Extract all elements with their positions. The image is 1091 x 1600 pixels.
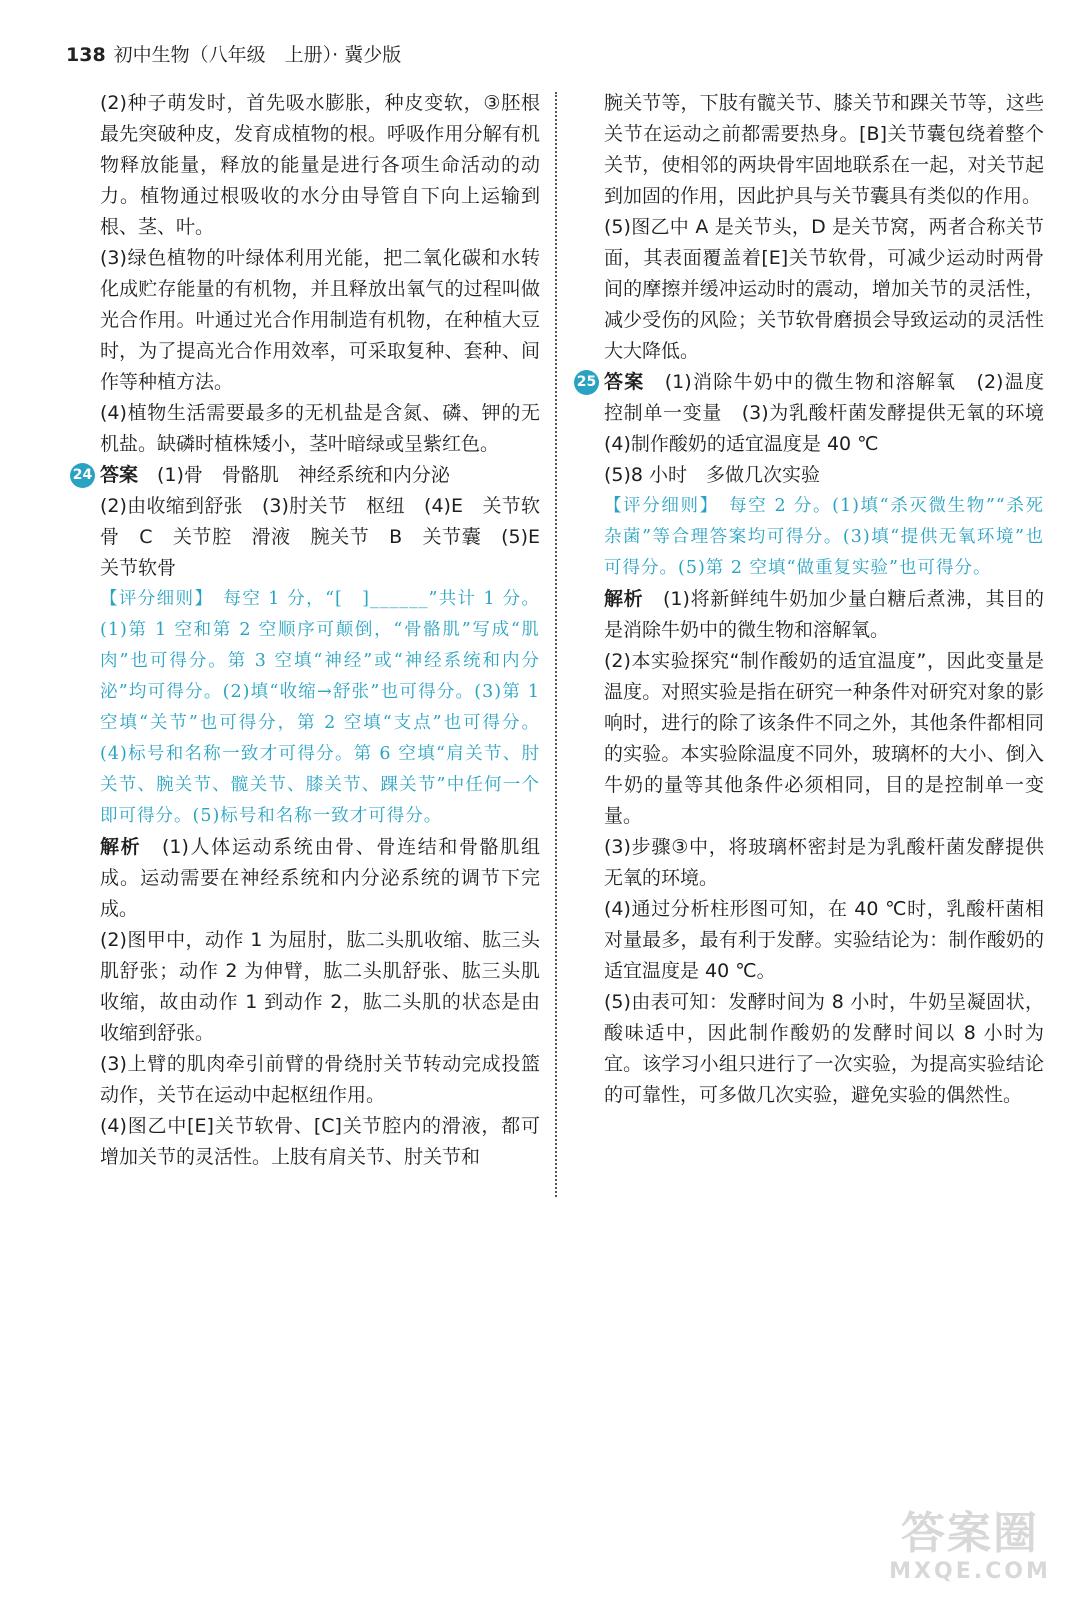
- book-title: 初中生物（八年级 上册）· 冀少版: [113, 44, 402, 66]
- paragraph-text: (4)通过分析柱形图可知，在 40 ℃时，乳酸杆菌相对量最多，最有利于发酵。实验结论为：制作酸奶的适宜温度是 40 ℃。: [604, 898, 1044, 982]
- paragraph: [604, 460, 1044, 491]
- paragraph: [100, 88, 540, 243]
- paragraph-text: (1)骨 骨骼肌 神经系统和内分泌: [138, 464, 450, 486]
- paragraph-text: (2)由收缩到舒张 (3)肘关节 枢纽 (4)E 关节软骨 C 关节腔 滑液 腕关节 B 关节囊 (5)E 关节软骨: [100, 495, 560, 579]
- paragraph: [100, 1111, 540, 1173]
- question-number-badge: 24: [70, 463, 95, 488]
- watermark-url: MXQE.COM: [889, 1559, 1051, 1584]
- column-divider: [555, 92, 557, 1197]
- paragraph: [604, 894, 1044, 987]
- paragraph-text: (3)绿色植物的叶绿体利用光能，把二氧化碳和水转化成贮存能量的有机物，并且释放出氧气的过程叫做光合作用。叶通过光合作用制造有机物，在种植大豆时，为了提高光合作用效率，可采取复种、套种、间作等种植方法。: [100, 247, 540, 393]
- right-column: [576, 88, 1064, 1111]
- grading-note: [604, 491, 1044, 584]
- paragraph-text: (4)植物生活需要最多的无机盐是含氮、磷、钾的无机盐。缺磷时植株矮小，茎叶暗绿或呈紫红色。: [100, 402, 540, 455]
- paragraph-text: (4)图乙中[E]关节软骨、[C]关节腔内的滑液，都可增加关节的灵活性。上肢有肩关节、肘关节和: [100, 1115, 540, 1168]
- left-column: [72, 88, 560, 1173]
- question-number-badge: 25: [574, 370, 599, 395]
- section-tag: 答案: [100, 464, 139, 486]
- paragraph-text: (1)消除牛奶中的微生物和溶解氧 (2)温度 控制单一变量 (3)为乳酸杆菌发酵提供无氧的环境 (4)制作酸奶的适宜温度是 40 ℃: [604, 371, 1064, 455]
- watermark-text: 答案圈: [901, 1508, 1039, 1559]
- paragraph: [100, 398, 540, 460]
- paragraph: [604, 832, 1044, 894]
- paragraph-text: (2)图甲中，动作 1 为屈肘，肱二头肌收缩、肱三头肌舒张；动作 2 为伸臂，肱二头肌舒张、肱三头肌收缩，故由动作 1 到动作 2，肱二头肌的状态是由收缩到舒张。: [100, 929, 540, 1044]
- section-tag: 解析: [604, 588, 644, 610]
- paragraph-text: (5)图乙中 A 是关节头，D 是关节窝，两者合称关节面，其表面覆盖着[E]关节软骨，可减少运动时两骨间的摩擦并缓冲运动时的震动，增加关节的灵活性，减少受伤的风险；关节软骨磨损会导致运动的灵活性大大降低。: [604, 216, 1044, 362]
- paragraph-text: (2)本实验探究“制作酸奶的适宜温度”，因此变量是温度。对照实验是指在研究一种条件对研究对象的影响时，进行的除了该条件不同之外，其他条件都相同的实验。本实验除温度不同外，玻璃杯的大小、倒入牛奶的量等其他条件必须相同，目的是控制单一变量。: [604, 650, 1044, 827]
- section-tag: 解析: [100, 836, 142, 858]
- paragraph: [604, 987, 1044, 1111]
- paragraph: [100, 1049, 540, 1111]
- paragraph: [100, 491, 560, 584]
- answer-block: [100, 832, 540, 925]
- grading-note: [100, 584, 540, 832]
- paragraph-text: 腕关节等，下肢有髋关节、膝关节和踝关节等，这些关节在运动之前都需要热身。[B]关节囊包绕着整个关节，使相邻的两块骨牢固地联系在一起，对关节起到加固的作用，因此护具与关节囊具有类似的作用。: [604, 92, 1044, 207]
- paragraph: [604, 88, 1044, 212]
- paragraph-text: (3)步骤③中，将玻璃杯密封是为乳酸杆菌发酵提供无氧的环境。: [604, 836, 1044, 889]
- paragraph: [604, 646, 1044, 832]
- watermark-logo: [875, 1509, 1065, 1584]
- paragraph-text: (5)由表可知：发酵时间为 8 小时，牛奶呈凝固状，酸味适中，因此制作酸奶的发酵时间以 8 小时为宜。该学习小组只进行了一次实验，为提高实验结论的可靠性，可多做几次实验，避免实验的偶然性。: [604, 991, 1044, 1106]
- answer-block: [576, 367, 1064, 460]
- paragraph: [604, 212, 1044, 367]
- paragraph-text: (2)种子萌发时，首先吸水膨胀，种皮变软，③胚根最先突破种皮，发育成植物的根。呼吸作用分解有机物释放能量，释放的能量是进行各项生命活动的动力。植物通过根吸收的水分由导管自下向上运输到根、茎、叶。: [100, 92, 540, 238]
- paragraph-text: (1)人体运动系统由骨、骨连结和骨骼肌组成。运动需要在神经系统和内分泌系统的调节下完成。: [100, 836, 540, 920]
- paragraph-text: (5)8 小时 多做几次实验: [604, 464, 821, 486]
- answer-block: [604, 584, 1044, 646]
- paragraph: [100, 243, 540, 398]
- paragraph-text: (3)上臂的肌肉牵引前臂的骨绕肘关节转动完成投篮动作，关节在运动中起枢纽作用。: [100, 1053, 540, 1106]
- paragraph-text: 【评分细则】 每空 1 分，“[ ]______”共计 1 分。(1)第 1 空和第 2 空顺序可颠倒，“骨骼肌”写成“肌肉”也可得分。第 3 空填“神经”或“神经系统和内分泌”均可得分。(2)填“收缩→舒张”也可得分。(3)第 1 空填“关节”也可得分，第 2 空填“支点”也可得分。(4)标号和名称一致才可得分。第 6 空填“肩关节、肘关节、腕关节、髋关节、膝关节、踝关节”中任何一个即可得分。(5)标号和名称一致才可得分。: [100, 589, 540, 826]
- paragraph-text: (1)将新鲜纯牛奶加少量白糖后煮沸，其目的是消除牛奶中的微生物和溶解氧。: [604, 588, 1044, 641]
- section-tag: 答案: [604, 371, 645, 393]
- answer-block: [72, 460, 540, 491]
- page-number: 138: [66, 44, 106, 66]
- page-header: [66, 40, 401, 67]
- paragraph-text: 【评分细则】 每空 2 分。(1)填“杀灭微生物”“杀死杂菌”等合理答案均可得分。(3)填“提供无氧环境”也可得分。(5)第 2 空填“做重复实验”也可得分。: [604, 496, 1044, 578]
- paragraph: [100, 925, 540, 1049]
